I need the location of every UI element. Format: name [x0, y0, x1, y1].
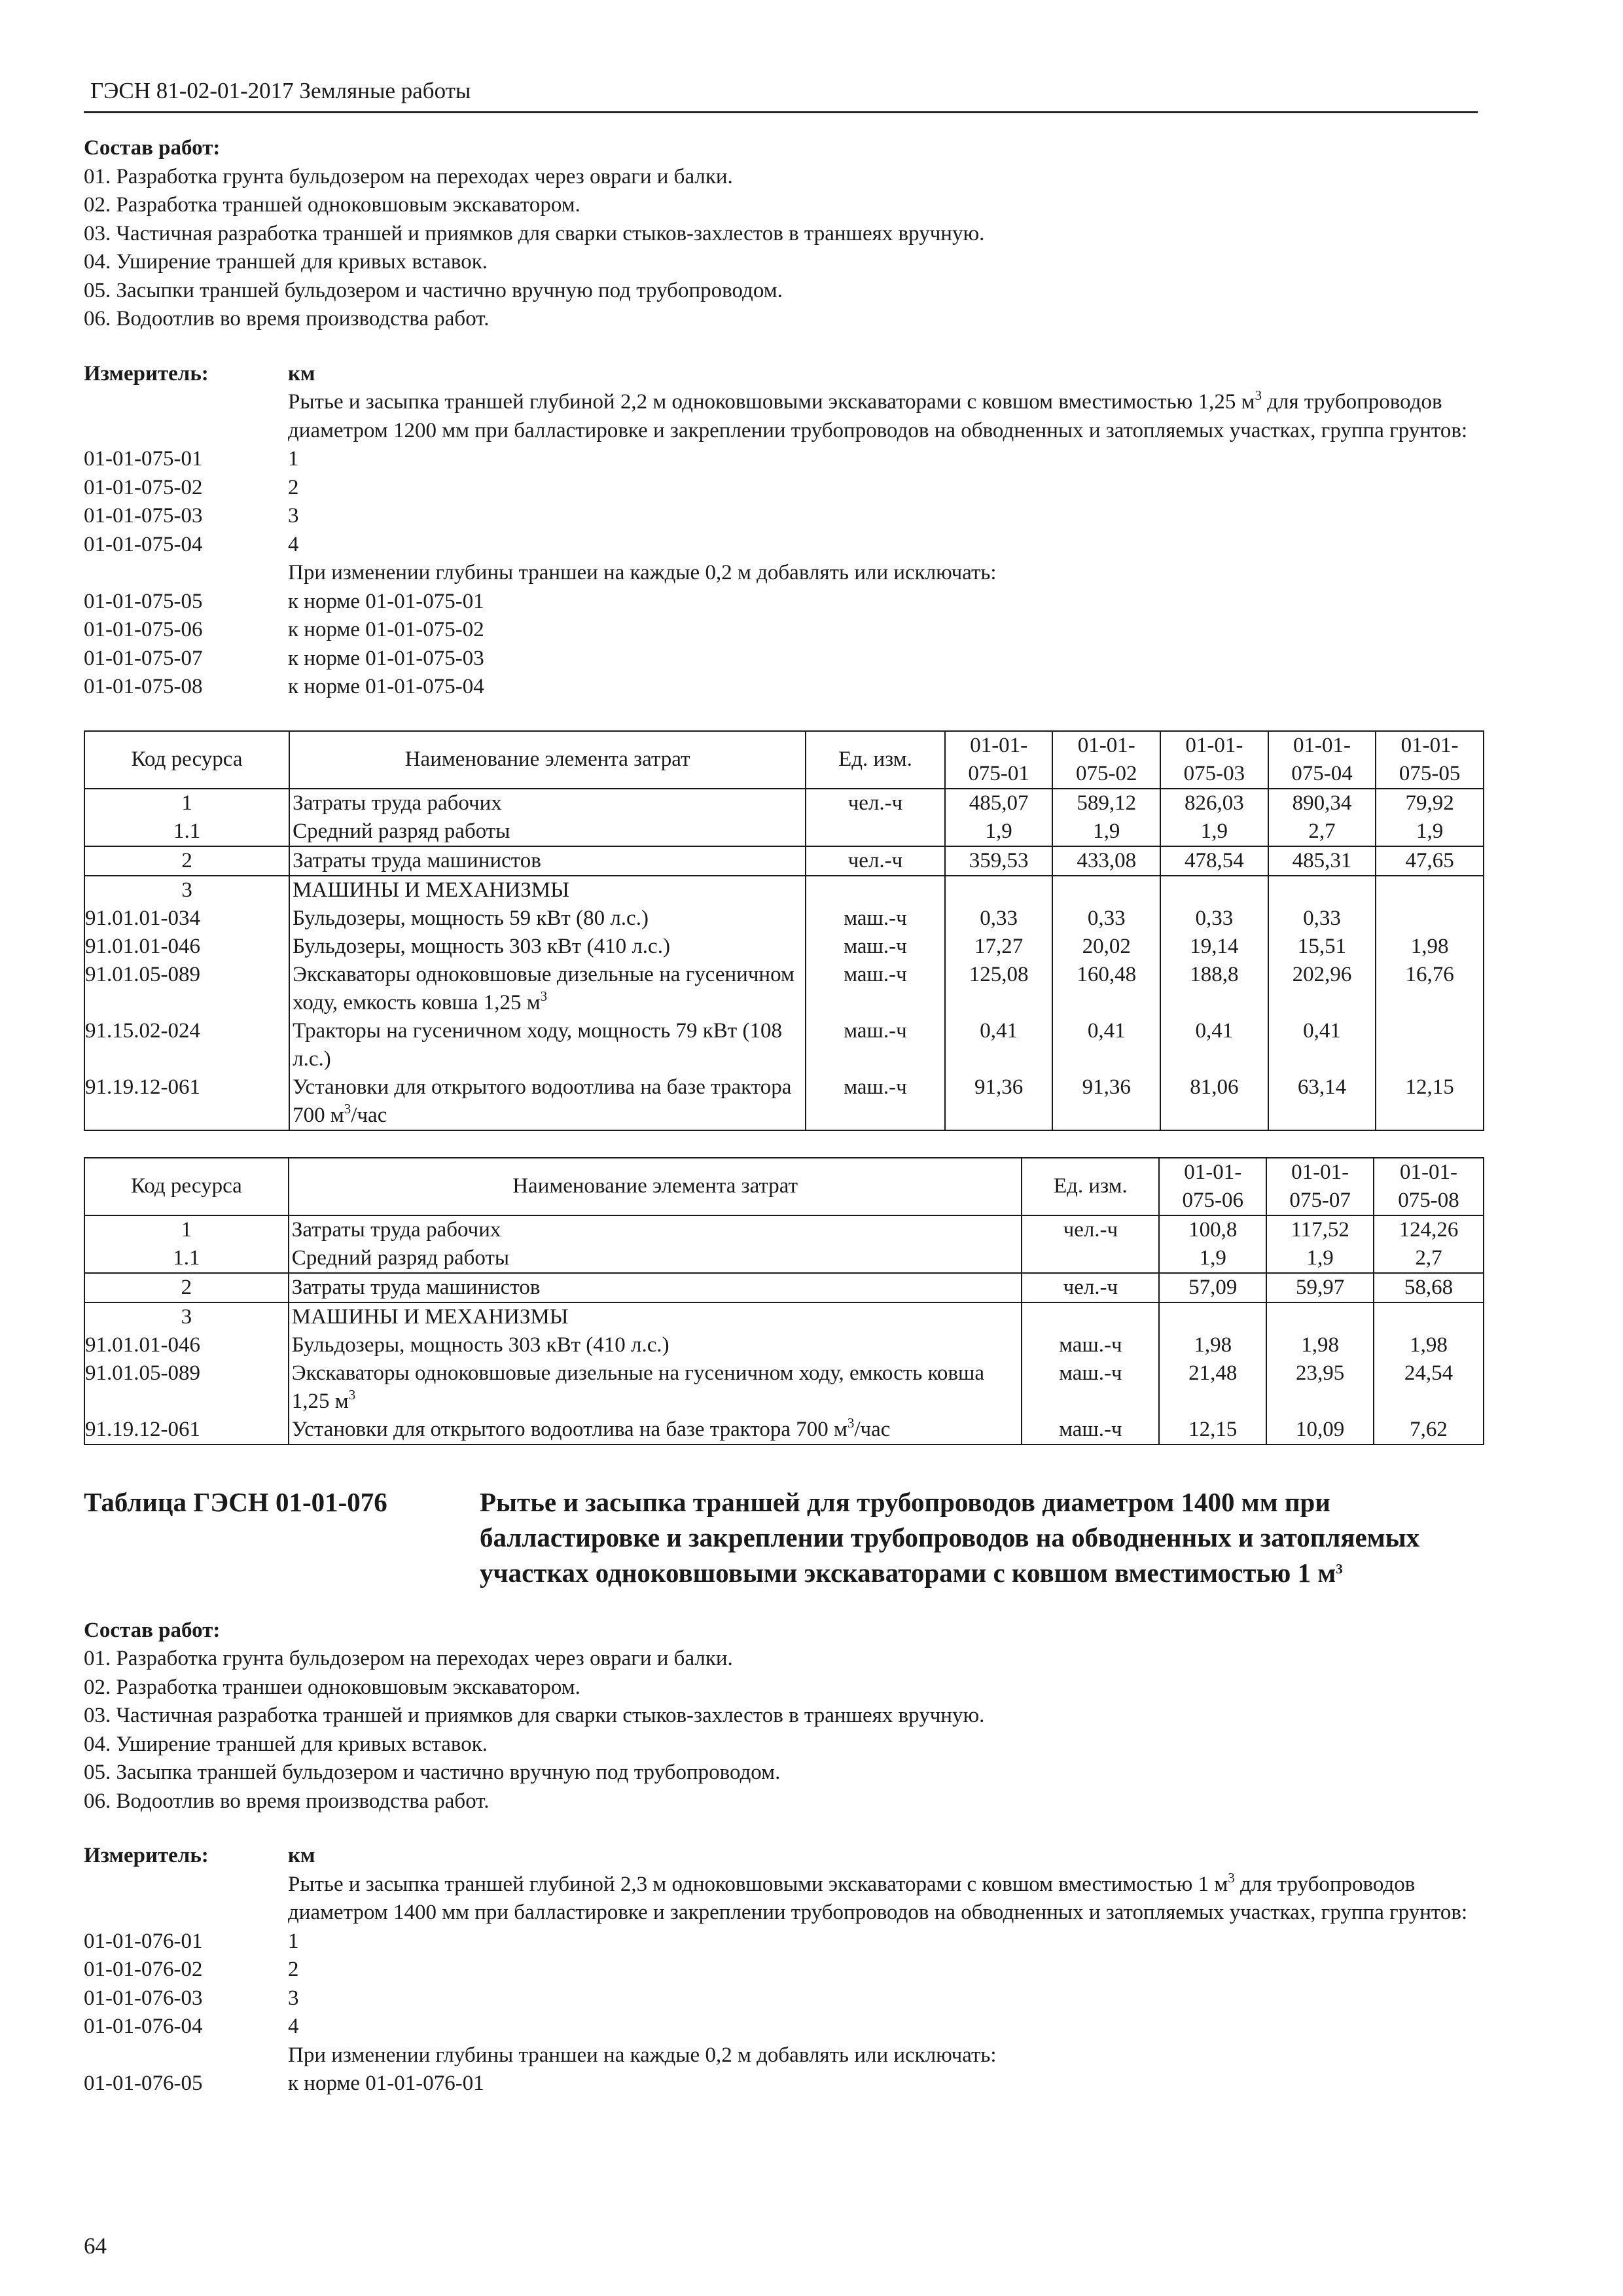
resource-name: Затраты труда машинистов [289, 1273, 1022, 1302]
header-row [84, 731, 1484, 789]
norm-value: 1,9 [1266, 1244, 1374, 1273]
table-title-label: Таблица ГЭСН 01-01-076 [84, 1486, 387, 1517]
norm-value: 188,8 [1160, 961, 1268, 1017]
composition-item: 04. Уширение траншей для кривых вставок. [84, 1732, 488, 1756]
resource-unit [806, 817, 945, 846]
table-row [84, 876, 1484, 905]
running-header [84, 72, 1478, 113]
resource-name: Экскаваторы одноковшовые дизельные на гусеничном ходу, емкость ковша 1,25 $м^3$ [289, 1359, 1022, 1416]
resource-unit: маш.-ч [1022, 1416, 1159, 1444]
composition-item: 04. Уширение траншей для кривых вставок. [84, 250, 488, 274]
norm-value: 890,34 [1268, 789, 1376, 817]
norm-code: 01-01-075-03 [84, 504, 203, 528]
norm-text: к норме 01-01-076-01 [288, 2072, 484, 2095]
resource-unit: чел.-ч [806, 846, 945, 876]
meter-description: Рытье и засыпка траншей глубиной 2,3 м одноковшовыми экскаваторами с ковшом вместимостью 1 $м^3$ для трубопроводов диаметром 1400 мм при балластировке и закреплении трубопроводов на обводненных и затопляемых участках, группа грунтов: [288, 1869, 1468, 1924]
resource-name: МАШИНЫ И МЕХАНИЗМЫ [289, 1302, 1022, 1331]
norm-value: 0,41 [1160, 1017, 1268, 1073]
meter-unit: км [288, 361, 315, 386]
norm-text: к норме 01-01-075-02 [288, 618, 484, 641]
page-number: 64 [84, 2233, 107, 2259]
resource-code: 1.1 [84, 817, 289, 846]
composition-item: 05. Засыпки траншей бульдозером и частично вручную под трубопроводом. [84, 278, 783, 302]
table-row [84, 846, 1484, 876]
norm-value: 12,15 [1376, 1073, 1484, 1130]
norm-value: 478,54 [1160, 846, 1268, 876]
resource-name: МАШИНЫ И МЕХАНИЗМЫ [289, 876, 806, 905]
resource-code: 3 [84, 876, 289, 905]
resource-name: Бульдозеры, мощность 303 кВт (410 л.с.) [289, 1331, 1022, 1359]
table-row [84, 1302, 1484, 1331]
composition-item: 03. Частичная разработка траншей и приямков для сварки стыков-захлестов в траншеях вручную. [84, 1704, 985, 1727]
header-code: Код ресурса [84, 1158, 289, 1215]
norm-value: 16,76 [1376, 961, 1484, 1017]
resource-unit [1022, 1302, 1159, 1331]
header-title: ГЭСН 81-02-01-2017 Земляные работы [90, 78, 471, 103]
norm-value: 20,02 [1052, 933, 1160, 961]
resource-code: 2 [84, 1273, 289, 1302]
norm-code: 01-01-076-05 [84, 2072, 203, 2095]
table-row [84, 1244, 1484, 1273]
norm-text: 4 [288, 532, 299, 556]
norm-value: 433,08 [1052, 846, 1160, 876]
resource-table-075-b [84, 1157, 1484, 1445]
header-code: Код ресурса [84, 731, 289, 789]
norm-value: 17,27 [945, 933, 1053, 961]
resource-name: Установки для открытого водоотлива на базе трактора 700 $м^3$/час [289, 1073, 806, 1130]
resource-unit: маш.-ч [806, 1073, 945, 1130]
norm-value: 47,65 [1376, 846, 1484, 876]
norm-value: 81,06 [1160, 1073, 1268, 1130]
norm-value: 1,9 [945, 817, 1053, 846]
norm-value: 58,68 [1374, 1273, 1484, 1302]
table-row [84, 961, 1484, 1017]
composition-item: 02. Разработка траншеи одноковшовым экскаватором. [84, 1675, 580, 1699]
meter-label: Измеритель: [84, 1844, 209, 1867]
resource-code: 1 [84, 789, 289, 817]
norm-value [1376, 876, 1484, 905]
norm-value [1159, 1302, 1266, 1331]
norm-value: 57,09 [1159, 1273, 1266, 1302]
norm-text: к норме 01-01-075-04 [288, 675, 484, 698]
norm-value: 485,31 [1268, 846, 1376, 876]
norm-text: 1 [288, 447, 299, 471]
norm-code: 01-01-075-06 [84, 618, 203, 641]
table-title-076 [84, 1484, 1478, 1590]
norm-value: 125,08 [945, 961, 1053, 1017]
composition-block [84, 134, 1478, 334]
norm-value: 1,9 [1052, 817, 1160, 846]
table-row [84, 1359, 1484, 1416]
norm-value: 100,8 [1159, 1215, 1266, 1244]
depth-note: При изменении глубины траншеи на каждые 0,2 м добавлять или исключать: [288, 561, 997, 584]
norm-code: 01-01-075-08 [84, 675, 203, 698]
norm-value: 19,14 [1160, 933, 1268, 961]
norm-text: 3 [288, 1986, 299, 2010]
norm-value: 24,54 [1374, 1359, 1484, 1416]
meter-block [84, 1842, 1478, 2098]
header-name: Наименование элемента затрат [289, 731, 806, 789]
header-name: Наименование элемента затрат [289, 1158, 1022, 1215]
header-unit: Ед. изм. [1022, 1158, 1159, 1215]
norm-code: 01-01-076-02 [84, 1958, 203, 1981]
resource-code: 3 [84, 1302, 289, 1331]
resource-name: Затраты труда рабочих [289, 789, 806, 817]
header-norm: 01-01- 075-02 [1052, 731, 1160, 789]
header-unit: Ед. изм. [806, 731, 945, 789]
section-076 [84, 1617, 1478, 2098]
header-norm: 01-01- 075-07 [1266, 1158, 1374, 1215]
norm-text: к норме 01-01-075-03 [288, 646, 484, 670]
header-norm: 01-01- 075-05 [1376, 731, 1484, 789]
norm-value: 1,9 [1159, 1244, 1266, 1273]
resource-unit: маш.-ч [1022, 1359, 1159, 1416]
norm-value [1268, 876, 1376, 905]
norm-value: 359,53 [945, 846, 1053, 876]
norm-value [1374, 1302, 1484, 1331]
norm-value [1266, 1302, 1374, 1331]
norm-code: 01-01-076-03 [84, 1986, 203, 2010]
section-075 [84, 134, 1478, 702]
norm-value: 2,7 [1268, 817, 1376, 846]
resource-unit: маш.-ч [806, 1017, 945, 1073]
resource-name: Тракторы на гусеничном ходу, мощность 79 кВт (108 л.с.) [289, 1017, 806, 1073]
norm-value: 202,96 [1268, 961, 1376, 1017]
table-row [84, 789, 1484, 817]
resource-name: Бульдозеры, мощность 303 кВт (410 л.с.) [289, 933, 806, 961]
norm-value: 23,95 [1266, 1359, 1374, 1416]
header-norm: 01-01- 075-03 [1160, 731, 1268, 789]
resource-code: 1.1 [84, 1244, 289, 1273]
resource-unit: чел.-ч [1022, 1273, 1159, 1302]
meter-label: Измеритель: [84, 361, 209, 386]
resource-name: Затраты труда рабочих [289, 1215, 1022, 1244]
norm-code: 01-01-076-04 [84, 2015, 203, 2038]
resource-unit: маш.-ч [1022, 1331, 1159, 1359]
header-norm: 01-01- 075-01 [945, 731, 1053, 789]
resource-name: Средний разряд работы [289, 817, 806, 846]
norm-value: 589,12 [1052, 789, 1160, 817]
meter-description: Рытье и засыпка траншей глубиной 2,2 м одноковшовыми экскаваторами с ковшом вместимостью 1,25 $м^3$ для трубопроводов диаметром 1200 мм при балластировке и закреплении трубопроводов на обводненных и затопляемых участках, группа грунтов: [288, 387, 1468, 442]
norm-value: 1,9 [1376, 817, 1484, 846]
norm-text: 4 [288, 2015, 299, 2038]
resource-name: Экскаваторы одноковшовые дизельные на гусеничном ходу, емкость ковша 1,25 $м^3$ [289, 961, 806, 1017]
norm-value: 1,98 [1376, 933, 1484, 961]
norm-code: 01-01-076-01 [84, 1929, 203, 1953]
norm-text: 1 [288, 1929, 299, 1953]
table-row [84, 1273, 1484, 1302]
norm-value: 15,51 [1268, 933, 1376, 961]
norm-value: 0,33 [1268, 905, 1376, 933]
norm-value [1376, 905, 1484, 933]
resource-name: Бульдозеры, мощность 59 кВт (80 л.с.) [289, 905, 806, 933]
norm-code: 01-01-075-07 [84, 646, 203, 670]
norm-value: 7,62 [1374, 1416, 1484, 1444]
header-norm: 01-01- 075-06 [1159, 1158, 1266, 1215]
resource-code: 91.15.02-024 [84, 1017, 289, 1073]
table-row [84, 1215, 1484, 1244]
resource-code: 91.01.01-034 [84, 905, 289, 933]
page [84, 72, 1478, 2098]
norm-value: 826,03 [1160, 789, 1268, 817]
meter-block [84, 360, 1478, 702]
norm-value: 117,52 [1266, 1215, 1374, 1244]
norm-value: 485,07 [945, 789, 1053, 817]
norm-code: 01-01-075-02 [84, 475, 203, 499]
norm-value: 91,36 [1052, 1073, 1160, 1130]
composition-item: 02. Разработка траншей одноковшовым экскаватором. [84, 193, 580, 217]
resource-code: 91.01.05-089 [84, 1359, 289, 1416]
norm-value: 0,41 [945, 1017, 1053, 1073]
resource-unit: маш.-ч [806, 961, 945, 1017]
composition-item: 01. Разработка грунта бульдозером на переходах через овраги и балки. [84, 1647, 733, 1670]
header-norm: 01-01- 075-04 [1268, 731, 1376, 789]
norm-value: 1,98 [1374, 1331, 1484, 1359]
table-title-text: Рытье и засыпка траншей для трубопроводов диаметром 1400 мм при балластировке и закреплении трубопроводов на обводненных и затопляемых участках одноковшовыми экскаваторами с ковшом вместимостью 1 $м^3$ [480, 1486, 1420, 1588]
resource-name: Затраты труда машинистов [289, 846, 806, 876]
composition-title: Состав работ: [84, 136, 221, 160]
norm-value: 1,98 [1159, 1331, 1266, 1359]
norm-value: 63,14 [1268, 1073, 1376, 1130]
norm-value: 2,7 [1374, 1244, 1484, 1273]
resource-unit: маш.-ч [806, 933, 945, 961]
norm-value [1052, 876, 1160, 905]
norm-value [1160, 876, 1268, 905]
resource-name: Установки для открытого водоотлива на базе трактора 700 $м^3$/час [289, 1416, 1022, 1444]
norm-value: 1,98 [1266, 1331, 1374, 1359]
norm-value: 0,41 [1052, 1017, 1160, 1073]
resource-code: 91.19.12-061 [84, 1416, 289, 1444]
norm-value [1376, 1017, 1484, 1073]
norm-value: 0,33 [1160, 905, 1268, 933]
resource-unit: маш.-ч [806, 905, 945, 933]
norm-text: 3 [288, 504, 299, 528]
norm-value: 91,36 [945, 1073, 1053, 1130]
resource-code: 91.01.01-046 [84, 933, 289, 961]
resource-code: 1 [84, 1215, 289, 1244]
header-row [84, 1158, 1484, 1215]
table-row [84, 933, 1484, 961]
composition-item: 06. Водоотлив во время производства работ. [84, 307, 490, 331]
depth-note: При изменении глубины траншеи на каждые 0,2 м добавлять или исключать: [288, 2043, 997, 2067]
meter-unit: км [288, 1844, 315, 1867]
resource-code: 2 [84, 846, 289, 876]
composition-item: 01. Разработка грунта бульдозером на переходах через овраги и балки. [84, 164, 733, 188]
norm-value: 79,92 [1376, 789, 1484, 817]
norm-value: 0,33 [1052, 905, 1160, 933]
resource-unit: чел.-ч [806, 789, 945, 817]
norm-value: 1,9 [1160, 817, 1268, 846]
norm-text: 2 [288, 475, 299, 499]
norm-value: 0,41 [1268, 1017, 1376, 1073]
resource-unit [806, 876, 945, 905]
resource-code: 91.01.05-089 [84, 961, 289, 1017]
composition-title: Состав работ: [84, 1618, 221, 1642]
norm-value: 12,15 [1159, 1416, 1266, 1444]
norm-value: 10,09 [1266, 1416, 1374, 1444]
table-row [84, 1331, 1484, 1359]
composition-item: 06. Водоотлив во время производства работ. [84, 1789, 490, 1813]
norm-value: 124,26 [1374, 1215, 1484, 1244]
composition-item: 03. Частичная разработка траншей и приямков для сварки стыков-захлестов в траншеях вручную. [84, 221, 985, 245]
norm-text: 2 [288, 1958, 299, 1981]
table-row [84, 905, 1484, 933]
composition-item: 05. Засыпка траншей бульдозером и частично вручную под трубопроводом. [84, 1761, 781, 1784]
table-row [84, 1416, 1484, 1444]
table-row [84, 1017, 1484, 1073]
norm-code: 01-01-075-05 [84, 589, 203, 613]
resource-unit: чел.-ч [1022, 1215, 1159, 1244]
resource-table-075-a [84, 730, 1484, 1131]
resource-code: 91.19.12-061 [84, 1073, 289, 1130]
norm-value [945, 876, 1053, 905]
norm-value: 0,33 [945, 905, 1053, 933]
table-row [84, 1073, 1484, 1130]
resource-code: 91.01.01-046 [84, 1331, 289, 1359]
norm-value: 21,48 [1159, 1359, 1266, 1416]
composition-block [84, 1617, 1478, 1816]
header-norm: 01-01- 075-08 [1374, 1158, 1484, 1215]
resource-name: Средний разряд работы [289, 1244, 1022, 1273]
table-row [84, 817, 1484, 846]
norm-code: 01-01-075-04 [84, 532, 203, 556]
norm-text: к норме 01-01-075-01 [288, 589, 484, 613]
norm-code: 01-01-075-01 [84, 447, 203, 471]
norm-value: 160,48 [1052, 961, 1160, 1017]
resource-unit [1022, 1244, 1159, 1273]
norm-value: 59,97 [1266, 1273, 1374, 1302]
